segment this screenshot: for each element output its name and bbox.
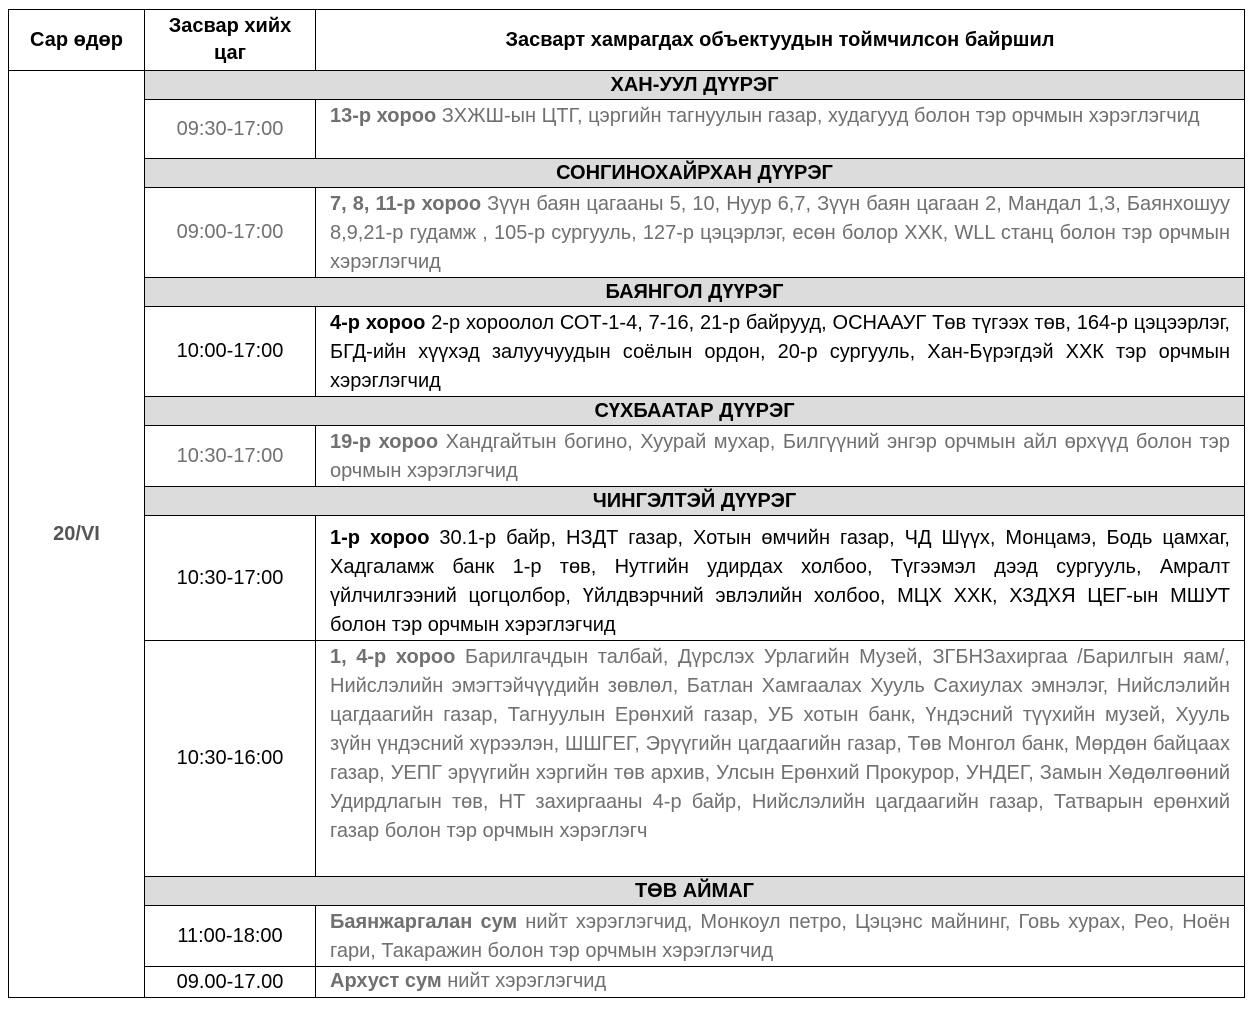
place-details: Зүүн баян цагааны 5, 10, Нуур 6,7, Зүүн баян цагаан 2, Мандал 1,3, Баянхошуу 8,9,21-р гудамж , 105-р сургууль, 127-р цэцэрлэг, есөн болор ХХК, WLL станц болон тэр орчмын хэрэглэгчид [330, 193, 1230, 273]
date-cell [9, 71, 145, 998]
table-row [9, 516, 1245, 641]
table-row [9, 100, 1245, 159]
location-cell [316, 188, 1245, 278]
location-cell [316, 100, 1245, 159]
district-row [9, 877, 1245, 906]
location-cell [316, 426, 1245, 487]
date-value: 20/VI [53, 522, 100, 545]
district-chingeltei: ЧИНГЭЛТЭЙ ДҮҮРЭГ [145, 487, 1245, 516]
table-row [9, 426, 1245, 487]
place-details: нийт хэрэглэгчид [441, 970, 607, 992]
time-cell: 10:30-17:00 [145, 426, 316, 487]
outage-schedule-table [8, 9, 1245, 998]
place-details: нийт хэрэглэгчид, Монкоул петро, Цэцэнс майнинг, Говь хурах, Рео, Ноён гари, Такаражин болон тэр орчмын хэрэглэгчид [330, 911, 1230, 962]
location-cell [316, 906, 1245, 967]
district-row [9, 487, 1245, 516]
place-label: 13-р хороо [330, 105, 437, 127]
location-cell [316, 967, 1245, 998]
place-label: 1, 4-р хороо [330, 646, 456, 668]
header-time: Засвар хийх цаг [145, 10, 316, 71]
location-cell [316, 516, 1245, 641]
location-cell [316, 307, 1245, 397]
district-tuv-aimag: ТӨВ АЙМАГ [145, 877, 1245, 906]
district-row [9, 397, 1245, 426]
district-songinokhairkhan: СОНГИНОХАЙРХАН ДҮҮРЭГ [145, 159, 1245, 188]
place-details: ЗХЖШ-ын ЦТГ, цэргийн тагнуулын газар, худагууд болон тэр орчмын хэрэглэгчид [436, 105, 1200, 127]
place-label: 19-р хороо [330, 431, 439, 453]
header-row [9, 10, 1245, 71]
place-label: Архуст сум [330, 970, 442, 992]
district-row [9, 71, 1245, 100]
district-row [9, 278, 1245, 307]
district-han-uul: ХАН-УУЛ ДҮҮРЭГ [145, 71, 1245, 100]
place-details: Барилгачдын талбай, Дүрслэх Урлагийн Музей, ЗГБНЗахиргаа /Барилгын яам/, Нийслэлийн эмэгтэйчүүдийн зөвлөл, Батлан Хамгаалах Хууль Сахиулах эмнэлэг, Нийслэлийн цагдаагийн газар, Тагнуулын Ерөнхий газар, УБ хотын банк, Үндэсний түүхийн музей, Хууль зүйн үндэсний хүрээлэн, ШШГЕГ, Эрүүгийн цагдаагийн газар, Төв Монгол банк, Мөрдөн байцаах газар, УЕПГ эрүүгийн хэргийн төв архив, Улсын Ерөнхий Прокурор, УНДЕГ, Замын Хөдөлгөөний Удирдлагын төв, НТ захиргааны 4-р байр, Нийслэлийн цагдаагийн газар, Татварын ерөнхий газар болон тэр орчмын хэрэглэгч [330, 646, 1230, 842]
location-cell [316, 641, 1245, 877]
table-row [9, 307, 1245, 397]
place-label: 7, 8, 11-р хороо [330, 193, 482, 215]
table-row [9, 906, 1245, 967]
time-cell: 11:00-18:00 [145, 906, 316, 967]
place-details: Хандгайтын богино, Хуурай мухар, Билгүүний энгэр орчмын айл өрхүүд болон тэр орчмын хэрэглэгчид [330, 431, 1231, 482]
time-cell: 09:30-17:00 [145, 100, 316, 159]
district-sukhbaatar: СҮХБААТАР ДҮҮРЭГ [145, 397, 1245, 426]
time-cell: 09:00-17:00 [145, 188, 316, 278]
time-cell: 09.00-17.00 [145, 967, 316, 998]
place-label: 4-р хороо [330, 312, 426, 334]
time-cell: 10:30-16:00 [145, 641, 316, 877]
time-cell: 10:30-17:00 [145, 516, 316, 641]
place-details: 30.1-р байр, НЗДТ газар, Хотын өмчийн газар, ЧД Шүүх, Монцамэ, Бодь цамхаг, Хадгаламж банк 1-р төв, Нутгийн удирдах холбоо, Түгээмэл дээд сургууль, Амралт үйлчилгээний цогцолбор, Үйлдвэрчний эвлэлийн холбоо, МЦХ ХХК, ХЗДХЯ ЦЕГ-ын МШУТ болон тэр орчмын хэрэглэгчид [330, 527, 1230, 636]
header-date: Сар өдөр [9, 10, 145, 71]
place-label: Баянжаргалан сум [330, 911, 518, 933]
table-row [9, 967, 1245, 998]
district-bayangol: БАЯНГОЛ ДҮҮРЭГ [145, 278, 1245, 307]
place-details: 2-р хороолол СОТ-1-4, 7-16, 21-р байрууд, ОСНААУГ Төв түгээх төв, 164-р цэцээрлэг, БГД-ийн хүүхэд залуучуудын соёлын ордон, 20-р сургууль, Хан-Бүрэгдэй ХХК тэр орчмын хэрэглэгчид [330, 312, 1230, 392]
table-row [9, 641, 1245, 877]
time-cell: 10:00-17:00 [145, 307, 316, 397]
district-row [9, 159, 1245, 188]
header-location: Засварт хамрагдах объектуудын тоймчилсон байршил [316, 10, 1245, 71]
table-row [9, 188, 1245, 278]
place-label: 1-р хороо [330, 527, 430, 549]
